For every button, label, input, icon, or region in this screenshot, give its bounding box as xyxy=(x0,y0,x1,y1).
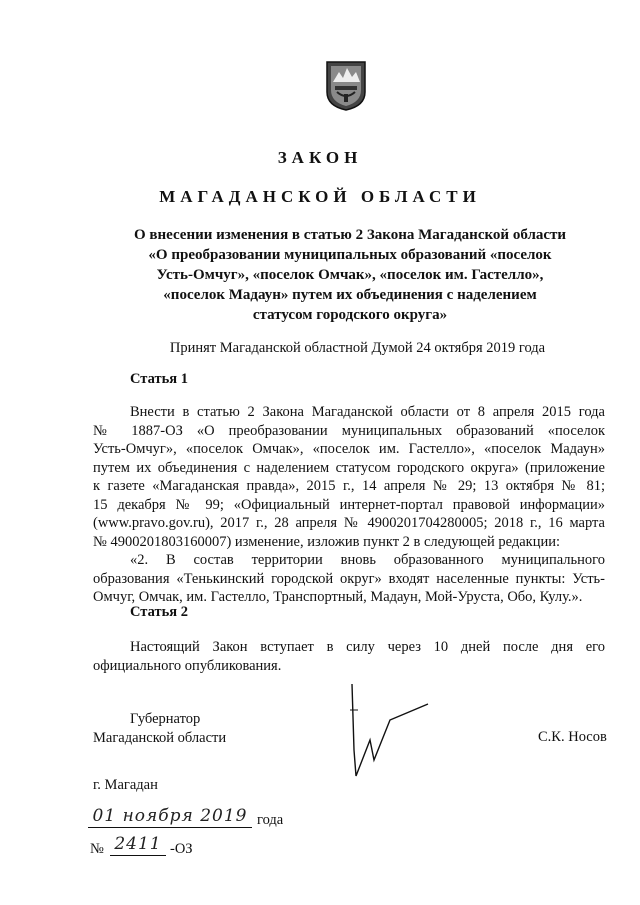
city-label: г. Магадан xyxy=(93,777,158,793)
heading-line: О внесении изменения в статью 2 Закона Магаданской области xyxy=(133,227,567,243)
number-suffix: -ОЗ xyxy=(170,841,193,857)
heading-line: «О преобразовании муниципальных образований «поселок xyxy=(148,247,552,263)
article-2-line: официального опубликования. xyxy=(93,657,282,674)
article-1-line: Усть-Омчуг», «поселок Омчак», «поселок им. Гастелло», «поселок Мадаун» xyxy=(93,441,605,457)
article-1-line: № 4900201803160007) изменение, изложив пункт 2 в следующей редакции: xyxy=(93,533,561,550)
signer-role-line1: Губернатор xyxy=(130,711,201,727)
handwritten-number: 2411 xyxy=(114,834,162,854)
signer-role-line2: Магаданской области xyxy=(93,730,227,746)
coat-of-arms-icon xyxy=(325,60,367,112)
heading-line: статусом городского округа» xyxy=(252,307,448,323)
region-title: МАГАДАНСКОЙ ОБЛАСТИ xyxy=(159,187,481,206)
number-field xyxy=(110,834,166,856)
article-2-title: Статья 2 xyxy=(130,604,188,620)
article-1-line: 15 декабря № 99; «Официальный интернет-портал правовой информации» xyxy=(93,496,605,513)
article-2-body xyxy=(93,638,605,675)
number-underline xyxy=(110,855,166,856)
heading-line: «поселок Мадаун» путем их объединения с наделением xyxy=(163,287,537,303)
article-1-body xyxy=(93,403,605,607)
handwritten-date: 01 ноября 2019 xyxy=(92,806,248,826)
handwritten-signature xyxy=(330,680,440,790)
adoption-note: Принят Магаданской областной Думой 24 октября 2019 года xyxy=(169,340,546,356)
document-type-title: ЗАКОН xyxy=(277,148,363,167)
article-1-line: путем их объединения с наделением статусом городского округа» (приложение xyxy=(93,459,605,476)
article-2-line: Настоящий Закон вступает в силу через 10 дней после дня его xyxy=(130,639,605,655)
year-suffix: года xyxy=(257,812,284,828)
signer-name: С.К. Носов xyxy=(538,729,607,745)
article-1-line: Внести в статью 2 Закона Магаданской области от 8 апреля 2015 года xyxy=(130,404,605,420)
date-field xyxy=(88,806,252,828)
article-1-quote-line: Омчуг, Омчак, им. Гастелло, Транспортный, Мадаун, Мой-Уруста, Обо, Кулу.». xyxy=(93,589,583,605)
article-1-line: № 1887-ОЗ «О преобразовании муниципальных образований «поселок xyxy=(93,422,605,439)
number-prefix: № xyxy=(90,841,104,857)
article-1-quote-line: образования «Тенькинский городской округ» входят населенные пункты: Усть- xyxy=(93,570,605,587)
article-1-line: к газете «Магаданская правда», 2015 г., 14 апреля № 29; 13 октября № 81; xyxy=(93,478,605,494)
article-1-quote-line: «2. В состав территории вновь образованного муниципального xyxy=(130,552,605,568)
article-1-line: (www.pravo.gov.ru), 2017 г., 28 апреля № 4900201704280005; 2018 г., 16 марта xyxy=(93,515,605,531)
heading-line: Усть-Омчуг», «поселок Омчак», «поселок им. Гастелло», xyxy=(156,267,544,283)
article-1-title: Статья 1 xyxy=(130,371,188,387)
law-heading xyxy=(100,225,600,325)
date-underline xyxy=(88,827,252,828)
